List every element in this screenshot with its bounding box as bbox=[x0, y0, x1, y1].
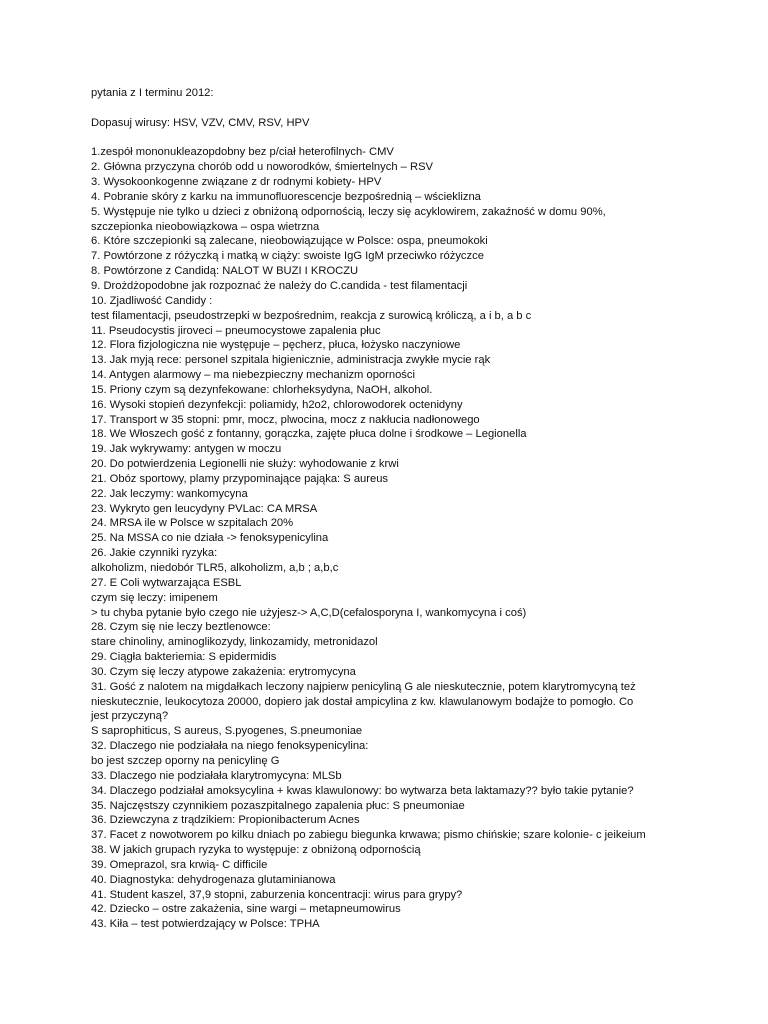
question-line: 37. Facet z nowotworem po kilku dniach po zabiegu biegunka krwawa; pismo chińskie; szare kolonie- c jeikeium bbox=[91, 829, 646, 842]
question-line: 38. W jakich grupach ryzyka to występuje: z obniżoną odpornością bbox=[91, 844, 421, 857]
question-line: 28. Czym się nie leczy beztlenowce: bbox=[91, 621, 271, 634]
question-line: 34. Dlaczego podziałał amoksycylina + kwas klawulonowy: bo wytwarza beta laktamazy?? było takie pytanie? bbox=[91, 784, 634, 797]
question-line: 1.zespół mononukleazopdobny bez p/ciał heterofilnych- CMV bbox=[91, 146, 394, 159]
question-line: S saprophiticus, S aureus, S.pyogenes, S.pneumoniae bbox=[91, 725, 363, 738]
question-line: 9. Drożdżopodobne jak rozpoznać że należy do C.candida - test filamentacji bbox=[91, 279, 468, 292]
question-line: 41. Student kaszel, 37,9 stopni, zaburzenia koncentracji: wirus para grypy? bbox=[91, 888, 463, 901]
question-line: 20. Do potwierdzenia Legionelli nie służy: wyhodowanie z krwi bbox=[91, 458, 399, 471]
question-line: 42. Dziecko – ostre zakażenia, sine wargi – metapneumowirus bbox=[91, 903, 401, 916]
question-line: stare chinoliny, aminoglikozydy, linkozamidy, metronidazol bbox=[91, 636, 378, 649]
question-line: 36. Dziewczyna z trądzikiem: Propionibacterum Acnes bbox=[91, 814, 360, 827]
question-line: jest przyczyną? bbox=[91, 710, 169, 723]
question-line: 17. Transport w 35 stopni: pmr, mocz, plwocina, mocz z nakłucia nadłonowego bbox=[91, 413, 480, 426]
question-line: 26. Jakie czynniki ryzyka: bbox=[91, 547, 218, 560]
question-line: 23. Wykryto gen leucydyny PVLac: CA MRSA bbox=[91, 502, 318, 515]
question-line: 2. Główna przyczyna chorób odd u noworodków, śmiertelnych – RSV bbox=[91, 161, 434, 174]
question-line: 4. Pobranie skóry z karku na immunofluorescencje bezpośrednią – wścieklizna bbox=[91, 190, 481, 203]
question-line: 27. E Coli wytwarzająca ESBL bbox=[91, 576, 242, 589]
document-subtitle: Dopasuj wirusy: HSV, VZV, CMV, RSV, HPV bbox=[91, 116, 310, 129]
question-line: 19. Jak wykrywamy: antygen w moczu bbox=[91, 443, 282, 456]
paragraph-spacer bbox=[91, 101, 691, 116]
paragraph-spacer bbox=[91, 131, 691, 146]
question-line: 30. Czym się leczy atypowe zakażenia: erytromycyna bbox=[91, 665, 356, 678]
question-line: 24. MRSA ile w Polsce w szpitalach 20% bbox=[91, 517, 294, 530]
question-line: 12. Flora fizjologiczna nie występuje – pęcherz, płuca, łożysko naczyniowe bbox=[91, 339, 461, 352]
question-line: > tu chyba pytanie było czego nie użyjesz-> A,C,D(cefalosporyna I, wankomycyna i coś) bbox=[91, 606, 527, 619]
question-line: 8. Powtórzone z Candidą: NALOT W BUZI I KROCZU bbox=[91, 265, 359, 278]
question-line: test filamentacji, pseudostrzepki w bezpośrednim, reakcja z surowicą króliczą, a i b, a b c bbox=[91, 309, 532, 322]
question-line: 15. Priony czym są dezynfekowane: chlorheksydyna, NaOH, alkohol. bbox=[91, 383, 433, 396]
question-line: szczepionka nieobowiązkowa – ospa wietrzna bbox=[91, 220, 320, 233]
question-list bbox=[91, 145, 691, 932]
question-line: 10. Zjadliwość Candidy : bbox=[91, 294, 213, 307]
question-line: 3. Wysokoonkogenne związane z dr rodnymi kobiety- HPV bbox=[91, 176, 382, 189]
question-line: 32. Dlaczego nie podziałała na niego fenoksypenicylina: bbox=[91, 740, 369, 753]
question-line: 14. Antygen alarmowy – ma niebezpieczny mechanizm oporności bbox=[91, 369, 415, 382]
question-line: czym się leczy: imipenem bbox=[91, 591, 218, 604]
question-line: 13. Jak myją rece: personel szpitala higienicznie, administracja zwykłe mycie rąk bbox=[91, 354, 491, 367]
question-line: nieskutecznie, leukocytoza 20000, dopiero jak dostał ampicylina z kw. klawulanowym bodajże to pomogło. Co bbox=[91, 695, 634, 708]
question-line: 31. Gość z nalotem na migdałkach leczony najpierw penicyliną G ale nieskutecznie, potem klarytromycyną też bbox=[91, 680, 636, 693]
document-title: pytania z I terminu 2012: bbox=[91, 87, 214, 99]
question-line: bo jest szczep oporny na penicylinę G bbox=[91, 754, 280, 767]
question-line: 18. We Włoszech gość z fontanny, gorączka, zajęte płuca dolne i środkowe – Legionella bbox=[91, 428, 527, 441]
question-line: 25. Na MSSA co nie działa -> fenoksypenicylina bbox=[91, 532, 329, 545]
question-line: 22. Jak leczymy: wankomycyna bbox=[91, 487, 248, 500]
question-line: 7. Powtórzone z różyczką i matką w ciąży: swoiste IgG IgM przeciwko różyczce bbox=[91, 250, 484, 263]
question-line: 35. Najczęstszy czynnikiem pozaszpitalnego zapalenia płuc: S pneumoniae bbox=[91, 799, 465, 812]
question-line: 11. Pseudocystis jiroveci – pneumocystowe zapalenia płuc bbox=[91, 324, 381, 337]
question-line: 43. Kiła – test potwierdzający w Polsce: TPHA bbox=[91, 918, 320, 931]
question-line: 6. Które szczepionki są zalecane, nieobowiązujące w Polsce: ospa, pneumokoki bbox=[91, 235, 488, 248]
question-line: 21. Obóz sportowy, plamy przypominające pająka: S aureus bbox=[91, 472, 389, 485]
question-line: 40. Diagnostyka: dehydrogenaza glutaminianowa bbox=[91, 873, 336, 886]
question-line: 16. Wysoki stopień dezynfekcji: poliamidy, h2o2, chlorowodorek octenidyny bbox=[91, 398, 463, 411]
document-page bbox=[91, 86, 691, 932]
question-line: 33. Dlaczego nie podziałała klarytromycyna: MLSb bbox=[91, 769, 342, 782]
question-line: 5. Występuje nie tylko u dzieci z obniżoną odpornością, leczy się acyklowirem, zakaźność w domu 90%, bbox=[91, 205, 606, 218]
question-line: 29. Ciągła bakteriemia: S epidermidis bbox=[91, 651, 277, 664]
question-line: alkoholizm, niedobór TLR5, alkoholizm, a,b ; a,b,c bbox=[91, 562, 339, 574]
question-line: 39. Omeprazol, sra krwią- C difficile bbox=[91, 858, 268, 871]
